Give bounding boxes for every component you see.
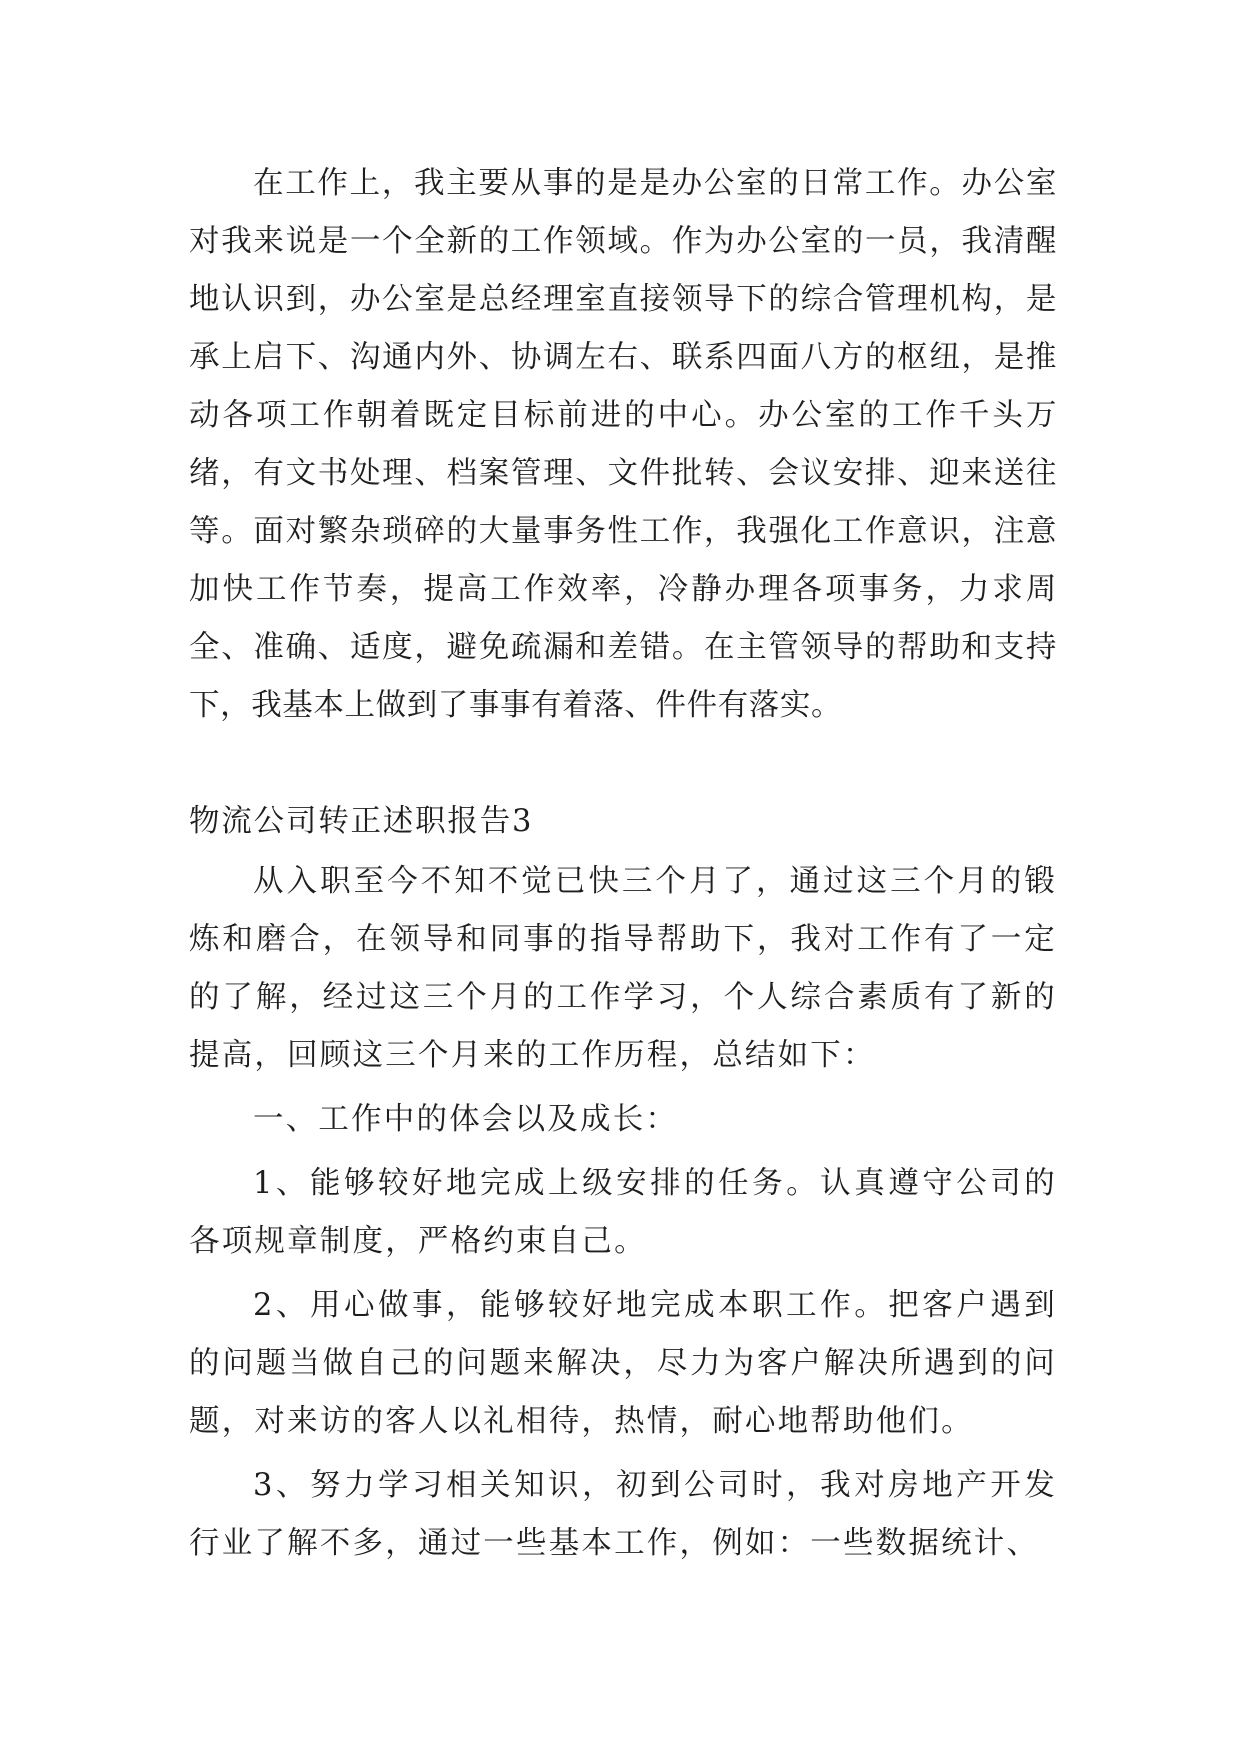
paragraph-intro: 从入职至今不知不觉已快三个月了，通过这三个月的锻炼和磨合，在领导和同事的指导帮助下，我对工作有了一定的了解，经过这三个月的工作学习，个人综合素质有了新的提高，回顾这三个月来的工作历程，总结如下： — [189, 864, 1057, 1073]
paragraph-item-3: 3、努力学习相关知识，初到公司时，我对房地产开发行业了解不多，通过一些基本工作，例如：一些数据统计、 — [189, 1468, 1057, 1561]
section-heading: 物流公司转正述职报告3 — [189, 804, 534, 839]
paragraph-office-work: 在工作上，我主要从事的是是办公室的日常工作。办公室对我来说是一个全新的工作领域。作为办公室的一员，我清醒地认识到，办公室是总经理室直接领导下的综合管理机构，是承上启下、沟通内外、协调左右、联系四面八方的枢纽，是推动各项工作朝着既定目标前进的中心。办公室的工作千头万绪，有文书处理、档案管理、文件批转、会议安排、迎来送往等。面对繁杂琐碎的大量事务性工作，我强化工作意识，注意加快工作节奏，提高工作效率，冷静办理各项事务，力求周全、准确、适度，避免疏漏和差错。在主管领导的帮助和支持下，我基本上做到了事事有着落、件件有落实。 — [189, 166, 1057, 723]
paragraph-item-2: 2、用心做事，能够较好地完成本职工作。把客户遇到的问题当做自己的问题来解决，尽力为客户解决所遇到的问题，对来访的客人以礼相待，热情，耐心地帮助他们。 — [189, 1288, 1057, 1439]
paragraph-item-1: 1、能够较好地完成上级安排的任务。认真遵守公司的各项规章制度，严格约束自己。 — [189, 1166, 1057, 1259]
paragraph-section-one-title: 一、工作中的体会以及成长： — [253, 1102, 679, 1137]
document-body — [189, 155, 1057, 1573]
